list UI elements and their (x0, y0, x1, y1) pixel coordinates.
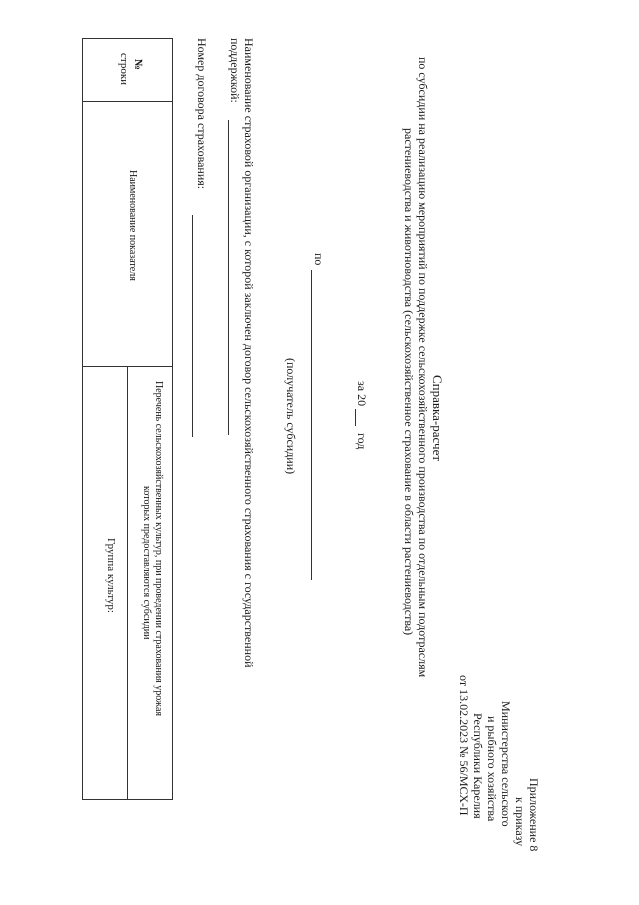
col-crops-label-line-1: Перечень сельскохозяйственных культур, при проведении страхования урожая (153, 381, 164, 716)
contract-number-blank-line (192, 215, 193, 437)
table-subheader-divider (127, 366, 128, 799)
title-line-2: по субсидии на реализацию мероприятий по поддержке сельскохозяйственного производства по отдельным подотраслям (416, 57, 430, 678)
appendix-line-2: к приказу (513, 797, 527, 847)
year-prefix: за 20 (355, 381, 369, 407)
table-divider-1 (83, 101, 172, 102)
crop-group-label: Группа культур: (105, 538, 117, 613)
document-heading: Справка-расчет (430, 375, 445, 462)
recipient-blank-line (311, 270, 312, 580)
col-indicator-label: Наименование показателя (127, 170, 138, 281)
year-blank-line (355, 409, 356, 426)
title-line-3: растениеводства и животноводства (сельскохозяйственное страхование в области растениеводства) (402, 128, 416, 636)
year-suffix: год (355, 433, 369, 450)
insurer-blank-line (228, 120, 229, 435)
appendix-line-3: Министерства сельского (499, 701, 513, 827)
col-crops-label-line-2: которых предоставляются субсидии (141, 486, 152, 640)
appendix-line-5: Республики Карелия (471, 713, 485, 819)
recipient-caption: (получатель субсидии) (284, 358, 298, 475)
appendix-line-1: Приложение 8 (527, 778, 541, 852)
contract-number-label: Номер договора страхования: (195, 38, 209, 190)
col-no-label-line-2: строки (118, 53, 130, 86)
insurer-label-line-1: Наименование страховой организации, с которой заключен договор сельскохозяйственного страхования с государственной (242, 38, 256, 668)
appendix-line-6: от 13.02.2023 № 56/МСХ-П (457, 675, 471, 816)
po-label: по (312, 253, 326, 266)
col-no-label-line-1: № (132, 59, 144, 71)
insurer-label-line-2: поддержкой: (228, 38, 242, 103)
appendix-line-4: и рыбного хозяйства (485, 716, 499, 822)
